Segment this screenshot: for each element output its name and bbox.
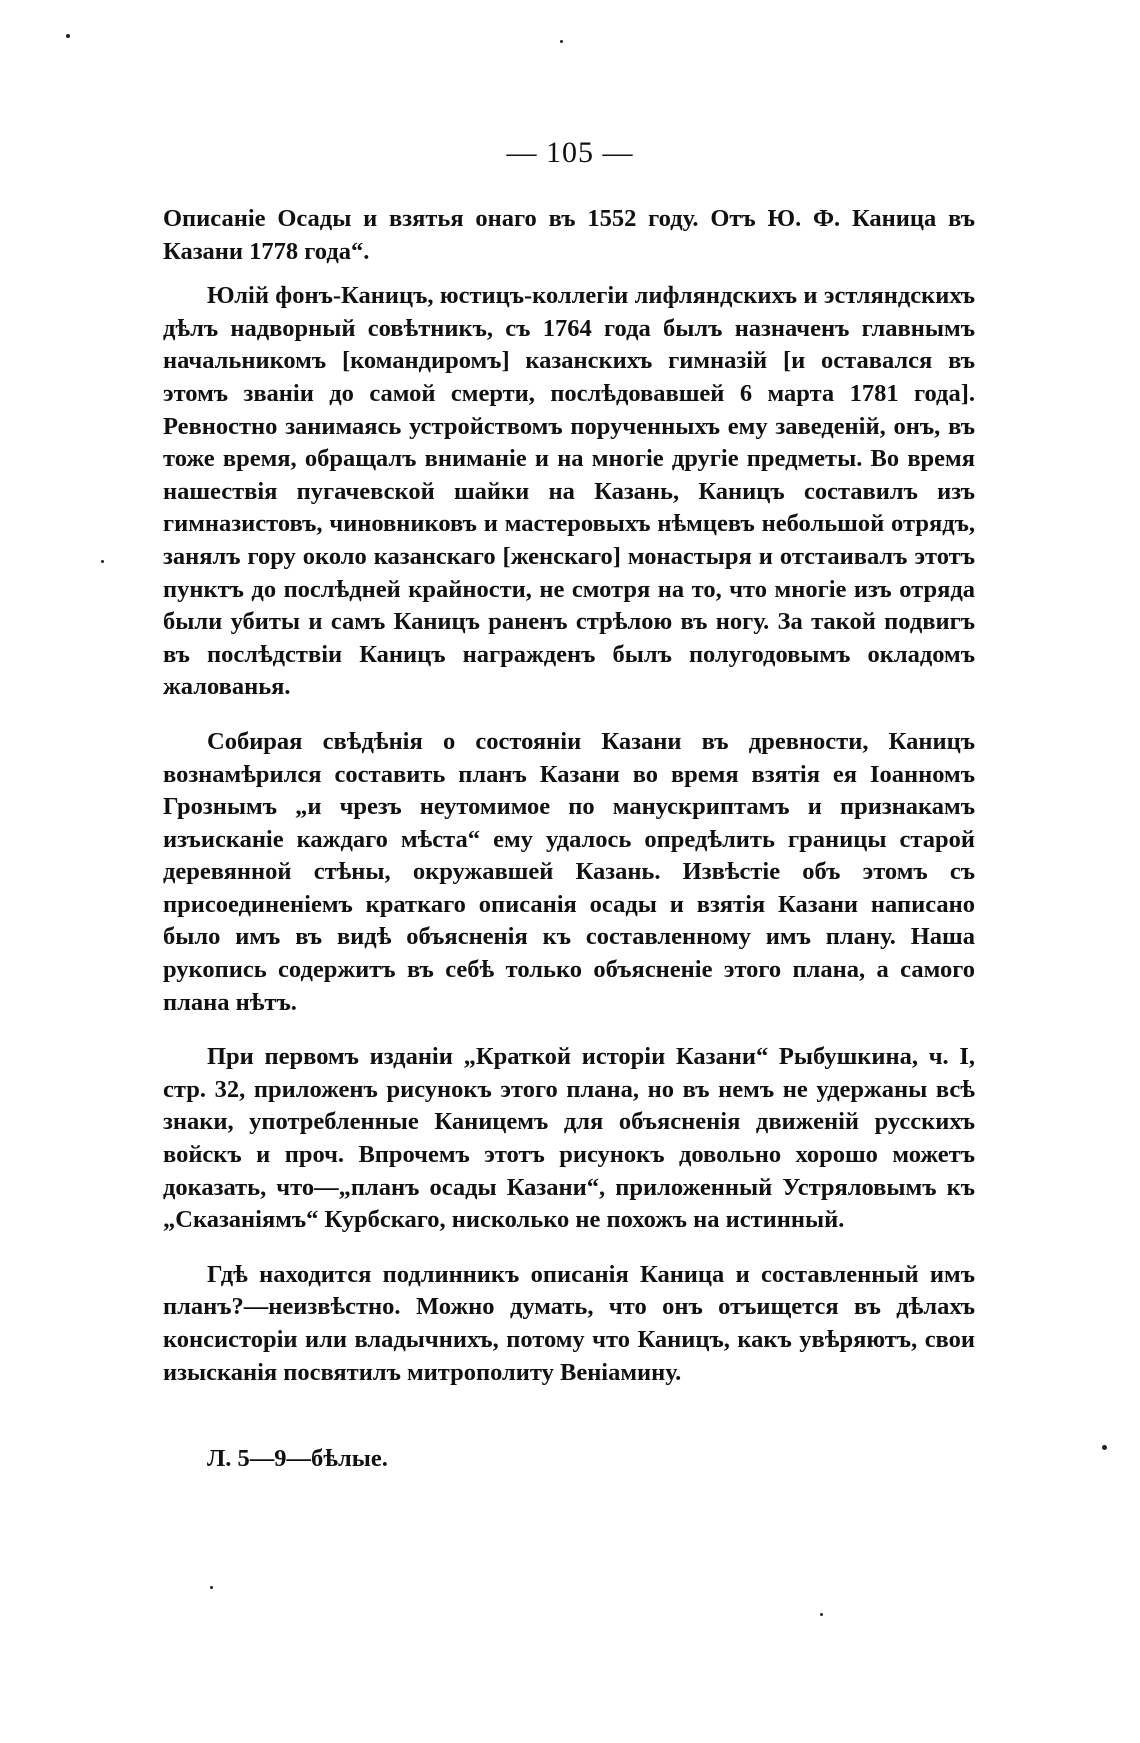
scan-speck — [101, 560, 104, 563]
paragraph-rybushkin-edition: При первомъ изданіи „Краткой исторіи Казани“ Рыбушкина, ч. I, стр. 32, приложенъ рисунокъ этого плана, но въ немъ не удержаны всѣ знаки, употребленные Каницемъ для объясненія движеній русскихъ войскъ и проч. Впрочемъ этотъ рисунокъ довольно хорошо можетъ доказать, что—„планъ осады Казани“, приложенный Устряловымъ къ „Сказаніямъ“ Курбскаго, нисколько не похожъ на истинный. — [163, 1043, 975, 1234]
paragraph-original-location: Гдѣ находится подлинникъ описанія Каница и составленный имъ планъ?—неизвѣстно. Можно думать, что онъ отъищется въ дѣлахъ консисторіи или владычнихъ, потому что Каницъ, какъ увѣряютъ, свои изысканія посвятилъ митрополиту Веніамину. — [163, 1260, 975, 1386]
paragraph-title-continuation: Описаніе Осады и взятья онаго въ 1552 году. Отъ Ю. Ф. Каница въ Казани 1778 года“. — [163, 205, 975, 265]
scan-speck — [210, 1586, 213, 1589]
page-number: — 105 — — [506, 136, 634, 169]
paragraph-kazan-plan: Собирая свѣдѣнія о состояніи Казани въ древности, Каницъ вознамѣрился составить планъ Казани во время взятія ея Іоанномъ Грознымъ „и чрезъ неутомимое по манускриптамъ и признакамъ изъисканіе каждаго мѣста“ ему удалось опредѣлить границы старой деревянной стѣны, окружавшей Казань. Извѣстіе объ этомъ съ присоединеніемъ краткаго описанія осады и взятія Казани написано было имъ въ видѣ объясненія къ составленному имъ плану. Наша рукопись содержитъ въ себѣ только объясненіе этого плана, а самого плана нѣтъ. — [163, 727, 975, 1016]
sheet-note: Л. 5—9—бѣлые. — [207, 1445, 388, 1472]
scan-speck — [560, 40, 563, 43]
scan-speck — [1102, 1445, 1107, 1450]
page-body — [163, 203, 975, 1389]
scan-speck — [820, 1613, 823, 1616]
scan-speck — [66, 34, 70, 38]
paragraph-kanits-biography: Юлій фонъ-Каницъ, юстицъ-коллегіи лифляндскихъ и эстляндскихъ дѣлъ надворный совѣтникъ, съ 1764 года былъ назначенъ главнымъ начальникомъ [командиромъ] казанскихъ гимназій [и оставался въ этомъ званіи до самой смерти, послѣдовавшей 6 марта 1781 года]. Ревностно занимаясь устройствомъ порученныхъ ему заведеній, онъ, въ тоже время, обращалъ вниманіе и на многіе другіе предметы. Во время нашествія пугачевской шайки на Казань, Каницъ составилъ изъ гимназистовъ, чиновниковъ и мастеровыхъ нѣмцевъ небольшой отрядъ, занялъ гору около казанскаго [женскаго] монастыря и отстаивалъ этотъ пунктъ до послѣдней крайности, не смотря на то, что многіе изъ отряда были убиты и самъ Каницъ раненъ стрѣлою въ ногу. За такой подвигъ въ послѣдствіи Каницъ награжденъ былъ полугодовымъ окладомъ жалованья. — [163, 282, 975, 701]
